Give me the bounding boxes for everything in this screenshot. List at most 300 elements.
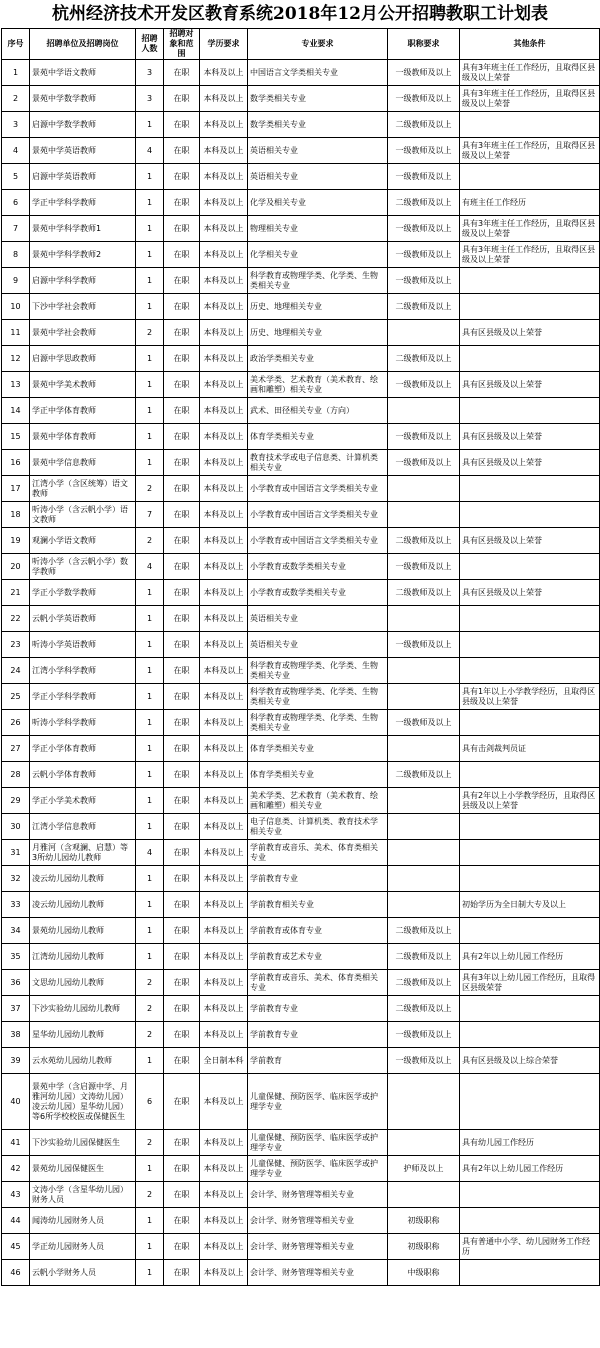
row-count: 1	[136, 606, 164, 632]
row-major: 美术学类、艺术教育（美术教育、绘画和雕塑）相关专业	[248, 372, 388, 398]
table-row	[2, 424, 600, 450]
row-title-req: 二级教师及以上	[388, 294, 460, 320]
row-title-req	[388, 866, 460, 892]
row-title-req: 初级职称	[388, 1234, 460, 1260]
table-row	[2, 996, 600, 1022]
row-other: 具有2年以上小学教学经历，且取得区县级及以上荣誉	[460, 788, 600, 814]
table-row	[2, 1156, 600, 1182]
row-target: 在职	[164, 710, 200, 736]
row-education: 本科及以上	[200, 1130, 248, 1156]
row-unit-post: 启源中学科学教师	[30, 268, 136, 294]
row-unit-post: 云水苑幼儿园幼儿教师	[30, 1048, 136, 1074]
row-title-req	[388, 1074, 460, 1130]
table-row	[2, 398, 600, 424]
row-count: 2	[136, 996, 164, 1022]
row-count: 1	[136, 1208, 164, 1234]
row-title-req: 中级职称	[388, 1260, 460, 1286]
row-major: 会计学、财务管理等相关专业	[248, 1260, 388, 1286]
row-major: 小学教育或中国语言文学类相关专业	[248, 476, 388, 502]
table-row	[2, 1022, 600, 1048]
row-major: 小学教育或中国语言文学类相关专业	[248, 528, 388, 554]
row-target: 在职	[164, 1182, 200, 1208]
table-row	[2, 1234, 600, 1260]
row-other	[460, 710, 600, 736]
row-title-req: 护师及以上	[388, 1156, 460, 1182]
row-index: 6	[2, 190, 30, 216]
row-count: 1	[136, 580, 164, 606]
row-education: 本科及以上	[200, 502, 248, 528]
row-major: 儿童保健、预防医学、临床医学或护理学专业	[248, 1074, 388, 1130]
row-target: 在职	[164, 892, 200, 918]
row-education: 本科及以上	[200, 996, 248, 1022]
row-unit-post: 观澜小学语文教师	[30, 528, 136, 554]
row-title-req	[388, 684, 460, 710]
row-target: 在职	[164, 1156, 200, 1182]
row-index: 13	[2, 372, 30, 398]
row-other: 具有3年班主任工作经历，且取得区县级及以上荣誉	[460, 86, 600, 112]
row-education: 本科及以上	[200, 632, 248, 658]
row-other	[460, 814, 600, 840]
row-count: 4	[136, 840, 164, 866]
row-count: 4	[136, 138, 164, 164]
row-index: 1	[2, 60, 30, 86]
row-count: 2	[136, 1182, 164, 1208]
row-count: 2	[136, 476, 164, 502]
row-count: 1	[136, 372, 164, 398]
row-index: 23	[2, 632, 30, 658]
row-unit-post: 学正小学美术教师	[30, 788, 136, 814]
table-row	[2, 502, 600, 528]
row-title-req: 一级教师及以上	[388, 1048, 460, 1074]
row-major: 中国语言文学类相关专业	[248, 60, 388, 86]
row-title-req	[388, 476, 460, 502]
row-major: 科学教育或物理学类、化学类、生物类相关专业	[248, 684, 388, 710]
row-education: 本科及以上	[200, 1156, 248, 1182]
table-row	[2, 788, 600, 814]
row-count: 1	[136, 658, 164, 684]
row-major: 化学相关专业	[248, 242, 388, 268]
row-target: 在职	[164, 320, 200, 346]
row-unit-post: 闻涛幼儿园财务人员	[30, 1208, 136, 1234]
row-major: 小学教育或数学类相关专业	[248, 554, 388, 580]
row-index: 34	[2, 918, 30, 944]
row-other	[460, 268, 600, 294]
table-row	[2, 580, 600, 606]
row-other	[460, 112, 600, 138]
row-count: 4	[136, 554, 164, 580]
row-major: 学前教育	[248, 1048, 388, 1074]
row-title-req: 一级教师及以上	[388, 710, 460, 736]
row-major: 科学教育或物理学类、化学类、生物类相关专业	[248, 658, 388, 684]
row-title-req	[388, 320, 460, 346]
row-major: 会计学、财务管理等相关专业	[248, 1234, 388, 1260]
row-target: 在职	[164, 138, 200, 164]
row-index: 15	[2, 424, 30, 450]
row-major: 学前教育相关专业	[248, 892, 388, 918]
row-other	[460, 840, 600, 866]
row-education: 本科及以上	[200, 970, 248, 996]
table-row	[2, 138, 600, 164]
row-index: 9	[2, 268, 30, 294]
row-count: 1	[136, 1234, 164, 1260]
row-index: 41	[2, 1130, 30, 1156]
row-unit-post: 景苑中学科学教师1	[30, 216, 136, 242]
row-index: 38	[2, 1022, 30, 1048]
header-target: 招聘对象和范围	[164, 29, 200, 60]
row-index: 12	[2, 346, 30, 372]
row-target: 在职	[164, 658, 200, 684]
row-index: 45	[2, 1234, 30, 1260]
row-title-req: 一级教师及以上	[388, 450, 460, 476]
row-target: 在职	[164, 398, 200, 424]
row-education: 本科及以上	[200, 840, 248, 866]
row-index: 8	[2, 242, 30, 268]
table-row	[2, 684, 600, 710]
row-target: 在职	[164, 1208, 200, 1234]
row-education: 本科及以上	[200, 710, 248, 736]
row-education: 本科及以上	[200, 1182, 248, 1208]
row-education: 本科及以上	[200, 866, 248, 892]
row-other	[460, 502, 600, 528]
row-target: 在职	[164, 866, 200, 892]
table-row	[2, 944, 600, 970]
row-other	[460, 632, 600, 658]
row-count: 1	[136, 164, 164, 190]
row-education: 本科及以上	[200, 528, 248, 554]
row-unit-post: 景苑中学数学教师	[30, 86, 136, 112]
row-other: 具有区县级及以上综合荣誉	[460, 1048, 600, 1074]
row-major: 小学教育或数学类相关专业	[248, 580, 388, 606]
row-count: 1	[136, 892, 164, 918]
row-unit-post: 凌云幼儿园幼儿教师	[30, 866, 136, 892]
table-row	[2, 450, 600, 476]
row-count: 1	[136, 1048, 164, 1074]
row-education: 本科及以上	[200, 892, 248, 918]
row-unit-post: 启源中学思政教师	[30, 346, 136, 372]
row-education: 本科及以上	[200, 86, 248, 112]
row-count: 1	[136, 424, 164, 450]
row-count: 3	[136, 60, 164, 86]
row-education: 本科及以上	[200, 918, 248, 944]
table-row	[2, 476, 600, 502]
row-unit-post: 景苑中学科学教师2	[30, 242, 136, 268]
table-row	[2, 1048, 600, 1074]
row-count: 1	[136, 684, 164, 710]
header-index: 序号	[2, 29, 30, 60]
row-count: 2	[136, 1022, 164, 1048]
row-education: 本科及以上	[200, 1234, 248, 1260]
row-education: 本科及以上	[200, 1260, 248, 1286]
row-other	[460, 554, 600, 580]
row-title-req: 二级教师及以上	[388, 918, 460, 944]
row-education: 本科及以上	[200, 762, 248, 788]
row-unit-post: 景苑中学（含启源中学、月雅河幼儿园）文涛幼儿园）凌云幼儿园）星华幼儿园）等6所学校校医或保健医生	[30, 1074, 136, 1130]
row-major: 英语相关专业	[248, 632, 388, 658]
row-target: 在职	[164, 762, 200, 788]
row-target: 在职	[164, 502, 200, 528]
row-education: 本科及以上	[200, 450, 248, 476]
row-title-req	[388, 398, 460, 424]
row-index: 36	[2, 970, 30, 996]
row-count: 1	[136, 710, 164, 736]
row-target: 在职	[164, 86, 200, 112]
row-target: 在职	[164, 528, 200, 554]
row-target: 在职	[164, 1234, 200, 1260]
row-other	[460, 294, 600, 320]
row-target: 在职	[164, 294, 200, 320]
row-major: 美术学类、艺术教育（美术教育、绘画和雕塑）相关专业	[248, 788, 388, 814]
row-index: 30	[2, 814, 30, 840]
row-education: 本科及以上	[200, 398, 248, 424]
row-target: 在职	[164, 814, 200, 840]
row-count: 2	[136, 970, 164, 996]
row-major: 学前教育或体育专业	[248, 918, 388, 944]
row-count: 1	[136, 398, 164, 424]
row-major: 数学类相关专业	[248, 86, 388, 112]
row-education: 本科及以上	[200, 658, 248, 684]
header-unit-post: 招聘单位及招聘岗位	[30, 29, 136, 60]
row-title-req: 二级教师及以上	[388, 112, 460, 138]
row-title-req: 初级职称	[388, 1208, 460, 1234]
row-other: 具有区县级及以上荣誉	[460, 450, 600, 476]
table-row	[2, 658, 600, 684]
row-major: 科学教育或物理学类、化学类、生物类相关专业	[248, 268, 388, 294]
row-major: 政治学类相关专业	[248, 346, 388, 372]
row-unit-post: 景苑中学信息教师	[30, 450, 136, 476]
row-count: 2	[136, 528, 164, 554]
row-unit-post: 景苑中学英语教师	[30, 138, 136, 164]
row-target: 在职	[164, 1130, 200, 1156]
row-education: 本科及以上	[200, 424, 248, 450]
row-education: 本科及以上	[200, 320, 248, 346]
row-education: 本科及以上	[200, 60, 248, 86]
row-major: 物理相关专业	[248, 216, 388, 242]
row-unit-post: 云帆小学体育教师	[30, 762, 136, 788]
row-count: 1	[136, 268, 164, 294]
row-other: 具有区县级及以上荣誉	[460, 320, 600, 346]
table-row	[2, 190, 600, 216]
row-unit-post: 景苑中学社会教师	[30, 320, 136, 346]
row-unit-post: 江湾幼儿园幼儿教师	[30, 944, 136, 970]
table-row	[2, 1074, 600, 1130]
table-row	[2, 1208, 600, 1234]
table-row	[2, 164, 600, 190]
row-education: 本科及以上	[200, 372, 248, 398]
table-row	[2, 1130, 600, 1156]
row-unit-post: 听涛小学科学教师	[30, 710, 136, 736]
row-unit-post: 下沙实验幼儿园保健医生	[30, 1130, 136, 1156]
row-education: 本科及以上	[200, 112, 248, 138]
row-unit-post: 学正小学体育教师	[30, 736, 136, 762]
row-target: 在职	[164, 944, 200, 970]
table-row	[2, 112, 600, 138]
row-title-req: 一级教师及以上	[388, 86, 460, 112]
row-target: 在职	[164, 918, 200, 944]
row-target: 在职	[164, 840, 200, 866]
row-target: 在职	[164, 372, 200, 398]
table-row	[2, 762, 600, 788]
row-unit-post: 文思幼儿园幼儿教师	[30, 970, 136, 996]
recruitment-table	[1, 28, 600, 1286]
row-education: 本科及以上	[200, 190, 248, 216]
row-title-req: 一级教师及以上	[388, 216, 460, 242]
row-other: 具有3年班主任工作经历，且取得区县级及以上荣誉	[460, 60, 600, 86]
row-other	[460, 866, 600, 892]
row-index: 32	[2, 866, 30, 892]
row-index: 3	[2, 112, 30, 138]
row-other	[460, 658, 600, 684]
table-row	[2, 86, 600, 112]
row-education: 本科及以上	[200, 580, 248, 606]
row-title-req	[388, 788, 460, 814]
row-count: 1	[136, 242, 164, 268]
row-target: 在职	[164, 164, 200, 190]
row-title-req: 一级教师及以上	[388, 60, 460, 86]
row-title-req	[388, 606, 460, 632]
row-major: 教育技术学或电子信息类、计算机类相关专业	[248, 450, 388, 476]
row-target: 在职	[164, 268, 200, 294]
row-major: 英语相关专业	[248, 606, 388, 632]
table-row	[2, 710, 600, 736]
row-target: 在职	[164, 1074, 200, 1130]
row-title-req: 一级教师及以上	[388, 372, 460, 398]
row-other: 具有2年以上幼儿园工作经历	[460, 944, 600, 970]
row-major: 科学教育或物理学类、化学类、生物类相关专业	[248, 710, 388, 736]
row-count: 1	[136, 216, 164, 242]
row-education: 本科及以上	[200, 164, 248, 190]
row-major: 学前教育专业	[248, 996, 388, 1022]
row-count: 1	[136, 1260, 164, 1286]
row-target: 在职	[164, 190, 200, 216]
row-index: 4	[2, 138, 30, 164]
row-major: 历史、地理相关专业	[248, 320, 388, 346]
row-education: 本科及以上	[200, 684, 248, 710]
row-unit-post: 听涛小学（含云帆小学）数学教师	[30, 554, 136, 580]
table-row	[2, 814, 600, 840]
row-index: 27	[2, 736, 30, 762]
row-index: 11	[2, 320, 30, 346]
row-major: 体育学类相关专业	[248, 736, 388, 762]
row-count: 2	[136, 320, 164, 346]
row-education: 本科及以上	[200, 814, 248, 840]
row-other: 具有幼儿园工作经历	[460, 1130, 600, 1156]
row-major: 体育学类相关专业	[248, 424, 388, 450]
row-major: 化学及相关专业	[248, 190, 388, 216]
row-target: 在职	[164, 476, 200, 502]
row-count: 1	[136, 814, 164, 840]
row-target: 在职	[164, 970, 200, 996]
row-unit-post: 云帆小学英语教师	[30, 606, 136, 632]
table-row	[2, 1260, 600, 1286]
row-other	[460, 476, 600, 502]
row-education: 本科及以上	[200, 476, 248, 502]
row-education: 本科及以上	[200, 268, 248, 294]
row-index: 2	[2, 86, 30, 112]
row-other: 具有2年以上幼儿园工作经历	[460, 1156, 600, 1182]
row-unit-post: 听涛小学（含云帆小学）语文教师	[30, 502, 136, 528]
row-major: 体育学类相关专业	[248, 762, 388, 788]
row-index: 35	[2, 944, 30, 970]
row-index: 5	[2, 164, 30, 190]
row-count: 1	[136, 944, 164, 970]
row-title-req	[388, 892, 460, 918]
row-count: 1	[136, 294, 164, 320]
row-education: 本科及以上	[200, 1208, 248, 1234]
row-unit-post: 景苑中学体育教师	[30, 424, 136, 450]
row-other	[460, 1074, 600, 1130]
row-unit-post: 学正小学数学教师	[30, 580, 136, 606]
row-major: 学前教育专业	[248, 866, 388, 892]
row-target: 在职	[164, 684, 200, 710]
row-other: 具有击剑裁判员证	[460, 736, 600, 762]
row-unit-post: 江湾小学（含区统筹）语文教师	[30, 476, 136, 502]
row-target: 在职	[164, 736, 200, 762]
row-index: 31	[2, 840, 30, 866]
header-count: 招聘人数	[136, 29, 164, 60]
header-row	[2, 29, 600, 60]
row-unit-post: 下沙实验幼儿园幼儿教师	[30, 996, 136, 1022]
row-unit-post: 月雅河（含观澜、启慧）等3所幼儿园幼儿教师	[30, 840, 136, 866]
row-major: 小学教育或中国语言文学类相关专业	[248, 502, 388, 528]
row-index: 17	[2, 476, 30, 502]
row-major: 学前教育或艺术专业	[248, 944, 388, 970]
table-row	[2, 216, 600, 242]
row-major: 学前教育专业	[248, 1022, 388, 1048]
row-title-req	[388, 502, 460, 528]
row-index: 33	[2, 892, 30, 918]
table-row	[2, 372, 600, 398]
row-index: 25	[2, 684, 30, 710]
row-unit-post: 听涛小学英语教师	[30, 632, 136, 658]
table-row	[2, 242, 600, 268]
row-education: 本科及以上	[200, 554, 248, 580]
row-other	[460, 1182, 600, 1208]
row-target: 在职	[164, 632, 200, 658]
row-target: 在职	[164, 346, 200, 372]
row-title-req	[388, 840, 460, 866]
table-row	[2, 632, 600, 658]
row-unit-post: 景苑幼儿园幼儿教师	[30, 918, 136, 944]
row-unit-post: 学正幼儿园财务人员	[30, 1234, 136, 1260]
row-index: 42	[2, 1156, 30, 1182]
row-unit-post: 江湾小学信息教师	[30, 814, 136, 840]
header-education: 学历要求	[200, 29, 248, 60]
row-target: 在职	[164, 788, 200, 814]
header-title-req: 职称要求	[388, 29, 460, 60]
row-count: 1	[136, 450, 164, 476]
row-education: 本科及以上	[200, 1074, 248, 1130]
row-target: 在职	[164, 1022, 200, 1048]
row-index: 43	[2, 1182, 30, 1208]
row-unit-post: 学正小学科学教师	[30, 684, 136, 710]
row-target: 在职	[164, 112, 200, 138]
row-unit-post: 景苑中学语文教师	[30, 60, 136, 86]
row-count: 2	[136, 1130, 164, 1156]
row-other: 具有区县级及以上荣誉	[460, 580, 600, 606]
table-row	[2, 840, 600, 866]
row-other: 具有3年班主任工作经历，且取得区县级及以上荣誉	[460, 216, 600, 242]
row-title-req: 一级教师及以上	[388, 424, 460, 450]
row-other: 具有3年班主任工作经历，且取得区县级及以上荣誉	[460, 242, 600, 268]
row-index: 20	[2, 554, 30, 580]
row-major: 学前教育或音乐、美术、体育类相关专业	[248, 970, 388, 996]
row-title-req: 二级教师及以上	[388, 944, 460, 970]
row-count: 7	[136, 502, 164, 528]
row-unit-post: 文涛小学（含星华幼儿园）财务人员	[30, 1182, 136, 1208]
row-target: 在职	[164, 996, 200, 1022]
row-index: 26	[2, 710, 30, 736]
row-unit-post: 星华幼儿园幼儿教师	[30, 1022, 136, 1048]
